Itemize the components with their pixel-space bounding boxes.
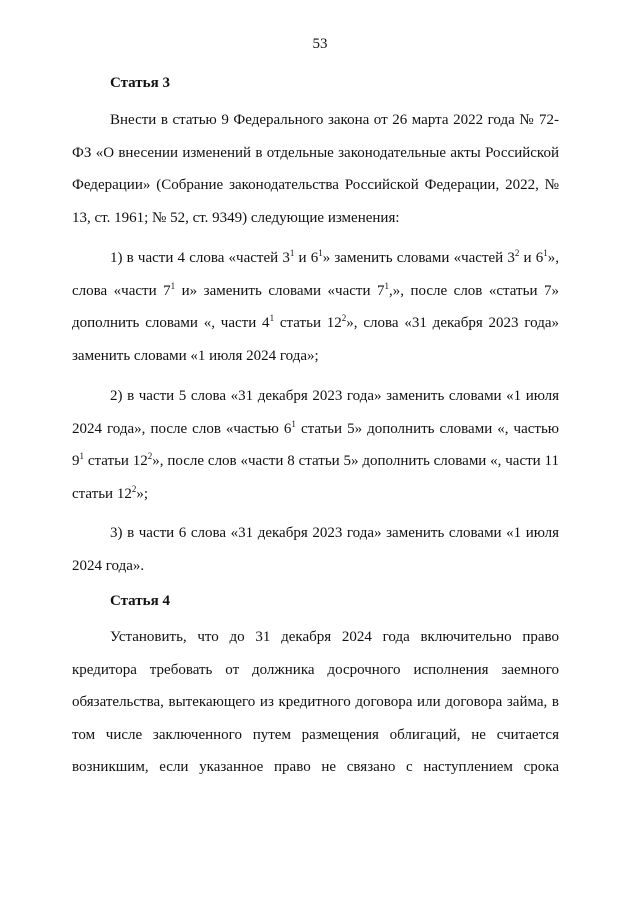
article-3-intro-text: Внести в статью 9 Федерального закона от 26 марта 2022 года № 72-ФЗ «О внесении изменений в отдельные законодательные акты Российской Федерации» (Собрание законодательства Российской Федерации, 2022, № 13, ст. 1961; № 52, ст. 9349) следующие изменения: bbox=[72, 112, 559, 226]
article-4-heading: Статья 4 bbox=[110, 593, 170, 609]
article-3-item-1: 1) в части 4 слова «частей $3^1$ и $6^1$» заменить словами «частей $3^2$ и $6^1$», слова «части $7^1$ и» заменить словами «части $7^1$,», после слов «статьи 7» дополнить словами «, части $4^1$ статьи $12^2$», слова «31 декабря 2023 года» заменить словами «1 июля 2024 года»; bbox=[72, 248, 559, 364]
page-number: 53 bbox=[312, 36, 328, 52]
article-3-item-2: 2) в части 5 слова «31 декабря 2023 года» заменить словами «1 июля 2024 года», после слов «частью $6^1$ статьи 5» дополнить словами «, частью $9^1$ статьи $12^2$», после слов «части 8 статьи 5» дополнить словами «, части 11 статьи $12^2$»; bbox=[72, 388, 559, 502]
article-3-intro bbox=[72, 104, 559, 234]
article-4-text bbox=[72, 621, 559, 784]
article-3-item-3 bbox=[72, 517, 559, 582]
article-4-text-body: Установить, что до 31 декабря 2024 года включительно право кредитора требовать от должника досрочного исполнения заемного обязательства, вытекающего из кредитного договора или договора займа, в том числе заключенного путем размещения облигаций, не считается возникшим, если указанное право не связано с наступлением срока bbox=[72, 629, 559, 775]
article-3-item-3-text: 3) в части 6 слова «31 декабря 2023 года» заменить словами «1 июля 2024 года». bbox=[72, 525, 559, 574]
article-3-heading: Статья 3 bbox=[110, 75, 170, 91]
